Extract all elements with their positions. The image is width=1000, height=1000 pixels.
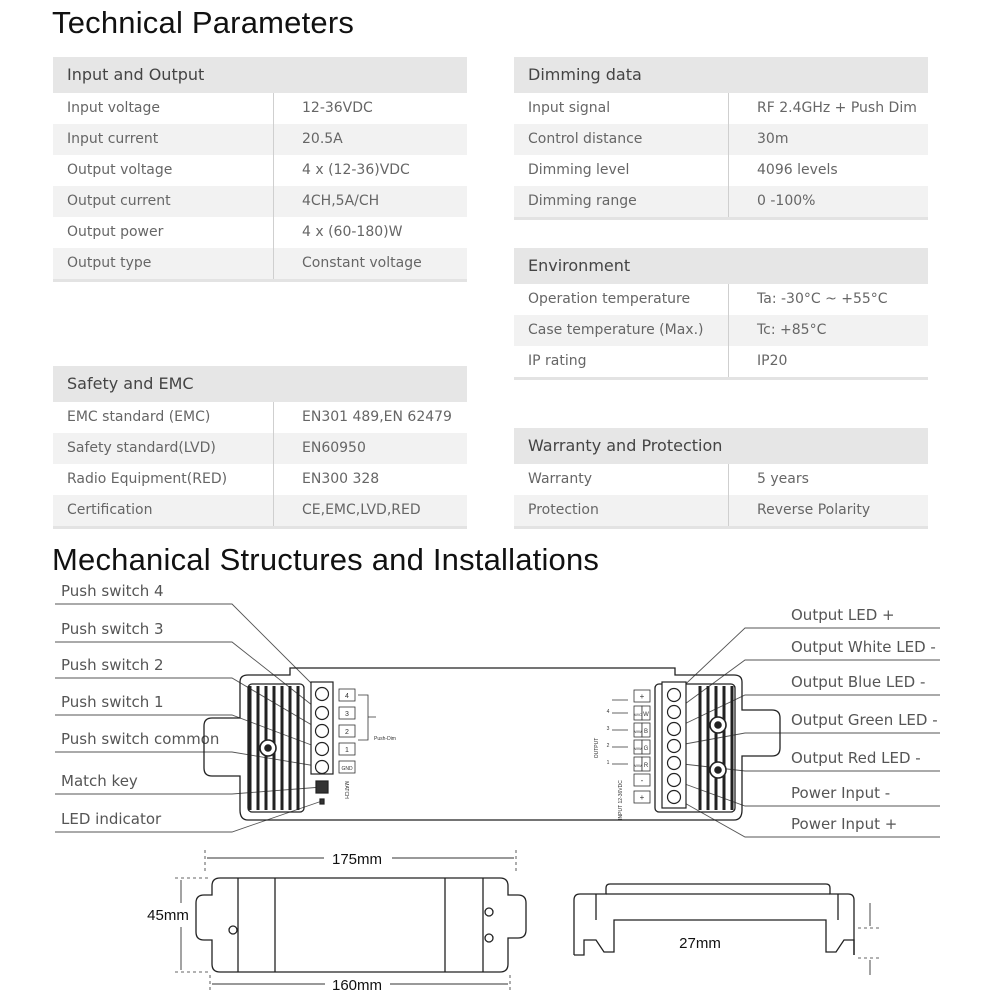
left-terminal-label: 1	[345, 747, 349, 754]
parameter-name: Radio Equipment(RED)	[53, 464, 274, 495]
callout-label-right: Output Red LED -	[791, 749, 921, 767]
parameter-name: Protection	[514, 495, 729, 526]
parameter-value: 4CH,5A/CH	[302, 193, 380, 209]
parameter-name: Operation temperature	[514, 284, 729, 315]
terminal-output-plus	[668, 689, 681, 702]
callout-line-left	[55, 604, 322, 694]
callout-line-right	[674, 733, 940, 746]
table-header: Warranty and Protection	[514, 428, 928, 464]
dimension-height: 45mm	[147, 907, 189, 924]
output-wiring	[612, 700, 628, 764]
terminal-output-green	[668, 740, 681, 753]
parameter-value: 4 x (60-180)W	[302, 224, 403, 240]
technical-parameters-heading: Technical Parameters	[52, 5, 355, 40]
parameter-name: Input current	[53, 124, 274, 155]
callout-label-left: LED indicator	[61, 810, 162, 828]
push-dim-label: Push-Dim	[374, 736, 396, 742]
left-terminal-label: GND	[341, 766, 353, 772]
parameter-name: EMC standard (EMC)	[53, 402, 274, 433]
callout-label-right: Output Blue LED -	[791, 673, 926, 691]
right-terminal-label: +	[639, 692, 645, 701]
terminal-output-red	[668, 757, 681, 770]
output-mid-label: WW	[634, 763, 642, 768]
match-label: MATCH	[343, 781, 349, 799]
table-header: Safety and EMC	[53, 366, 467, 402]
parameter-name: Case temperature (Max.)	[514, 315, 729, 346]
terminal-output-blue	[668, 723, 681, 736]
parameter-value: CE,EMC,LVD,RED	[302, 502, 421, 518]
device-housing	[204, 668, 780, 820]
output-channel-label: 1	[606, 760, 610, 766]
top-view-drawing	[196, 878, 526, 972]
parameter-name: Dimming range	[514, 186, 729, 217]
callout-label-left: Push switch 4	[61, 582, 164, 600]
parameter-value: Ta: -30°C ~ +55°C	[757, 291, 888, 307]
parameter-value: EN301 489,EN 62479	[302, 409, 452, 425]
parameter-value: IP20	[757, 353, 788, 369]
parameter-value: 5 years	[757, 471, 809, 487]
callout-label-right: Power Input +	[791, 815, 898, 833]
parameter-name: Warranty	[514, 464, 729, 495]
output-mid-label: W/C	[634, 712, 642, 717]
output-channel-label: 2	[606, 743, 610, 749]
output-mid-label: WW	[634, 729, 642, 734]
parameter-name: Input voltage	[53, 93, 274, 124]
parameter-value: 4 x (12-36)VDC	[302, 162, 410, 178]
dimension-length-top: 175mm	[331, 851, 383, 868]
mechanical-heading: Mechanical Structures and Installations	[52, 542, 600, 577]
left-terminal-label: 3	[345, 711, 349, 718]
right-terminal-label: +	[639, 793, 645, 802]
terminal-push-common	[316, 761, 329, 774]
right-terminal-label: W	[643, 712, 649, 718]
callout-label-left: Push switch 2	[61, 656, 164, 674]
table-header: Dimming data	[514, 57, 928, 93]
parameter-name: Dimming level	[514, 155, 729, 186]
parameter-name: Input signal	[514, 93, 729, 124]
parameter-name: Output voltage	[53, 155, 274, 186]
led-indicator	[320, 799, 324, 804]
right-terminal-label: G	[643, 746, 649, 752]
dimension-depth: 27mm	[679, 935, 721, 952]
parameter-name: Certification	[53, 495, 274, 526]
input-label: INPUT 12-36VDC	[618, 780, 624, 820]
parameter-value: EN60950	[302, 440, 366, 456]
parameter-value: Reverse Polarity	[757, 502, 871, 518]
parameter-name: Output current	[53, 186, 274, 217]
terminal-push-1	[316, 743, 329, 756]
dimension-length-bottom: 160mm	[331, 977, 383, 994]
parameter-value: 20.5A	[302, 131, 343, 147]
callout-line-right	[674, 780, 940, 806]
callout-line-right	[674, 628, 940, 695]
callout-label-left: Push switch 3	[61, 620, 164, 638]
terminal-power-minus	[668, 774, 681, 787]
output-mid-label: WW	[634, 746, 642, 751]
right-terminal-label: B	[643, 729, 649, 735]
parameter-value: 0 -100%	[757, 193, 816, 209]
terminal-push-3	[316, 707, 329, 720]
callout-line-right	[674, 660, 940, 712]
terminal-push-4	[316, 688, 329, 701]
parameter-name: Control distance	[514, 124, 729, 155]
match-key	[316, 781, 328, 793]
callout-label-right: Output White LED -	[791, 638, 936, 656]
right-terminal-label: R	[643, 763, 649, 769]
callout-label-left: Push switch common	[61, 730, 220, 748]
parameter-value: 4096 levels	[757, 162, 838, 178]
parameter-name: Output power	[53, 217, 274, 248]
parameter-value: RF 2.4GHz + Push Dim	[757, 100, 917, 116]
terminal-output-white	[668, 706, 681, 719]
terminal-power-plus	[668, 791, 681, 804]
callout-label-right: Power Input -	[791, 784, 891, 802]
callout-label-left: Push switch 1	[61, 693, 164, 711]
callout-label-left: Match key	[61, 772, 138, 790]
table-header: Environment	[514, 248, 928, 284]
parameter-value: Tc: +85°C	[757, 322, 827, 338]
parameter-name: Output type	[53, 248, 274, 279]
left-terminal-label: 2	[345, 729, 349, 736]
terminal-push-2	[316, 725, 329, 738]
parameter-name: Safety standard(LVD)	[53, 433, 274, 464]
callout-label-right: Output LED +	[791, 606, 895, 624]
parameter-value: 12-36VDC	[302, 100, 373, 116]
parameter-value: EN300 328	[302, 471, 380, 487]
table-header: Input and Output	[53, 57, 467, 93]
output-channel-label: 3	[606, 726, 610, 732]
output-channel-label: 4	[606, 709, 610, 715]
parameter-value: Constant voltage	[302, 255, 422, 271]
left-terminal-label: 4	[345, 693, 349, 700]
output-label: OUTPUT	[594, 737, 600, 759]
parameter-value: 30m	[757, 131, 789, 147]
push-dim-wiring	[358, 695, 376, 740]
callout-line-right	[674, 797, 940, 837]
callout-label-right: Output Green LED -	[791, 711, 938, 729]
right-terminal-label: -	[640, 776, 644, 785]
parameter-name: IP rating	[514, 346, 729, 377]
